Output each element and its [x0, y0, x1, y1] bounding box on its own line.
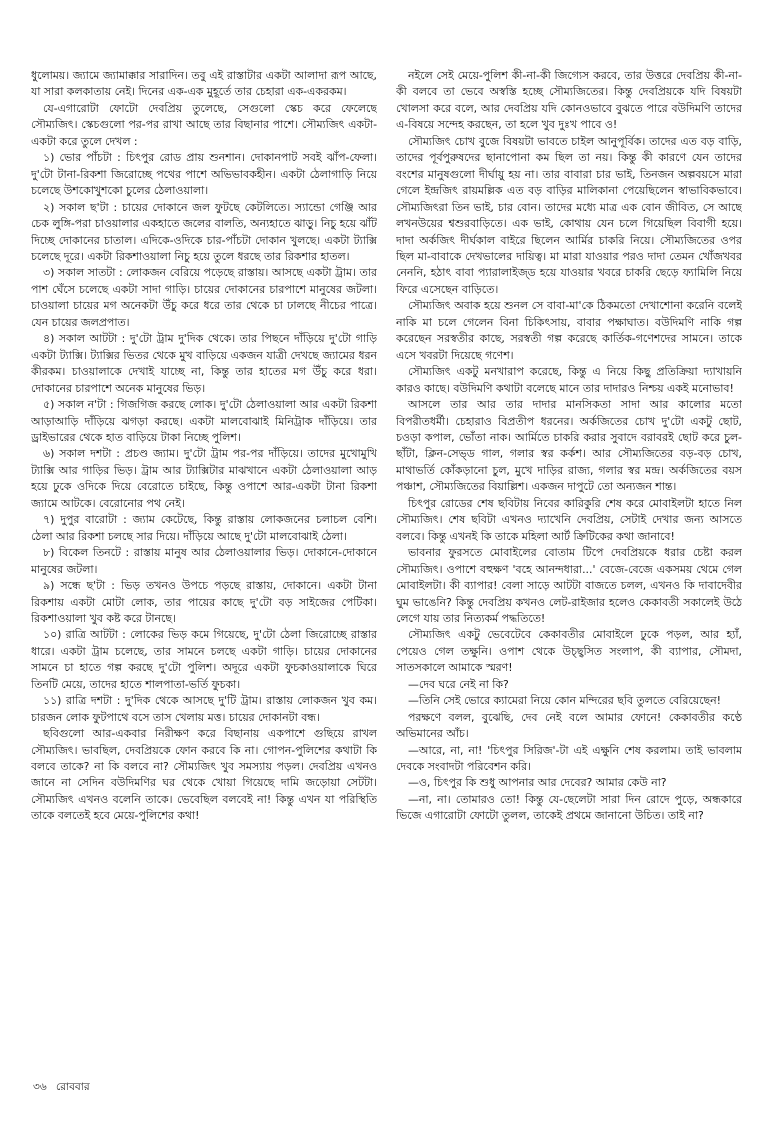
paragraph: নইলে সেই মেয়ে-পুলিশ কী-না-কী জিগ্যেস করবে, তার উত্তরে দেবপ্রিয় কী-না-কী বলবে তা ভেবে অস্বস্তি হচ্ছে সৌম্যজিতের। কিন্তু দেবপ্রিয়কে যদি বিষয়টা খোলসা করে বলে, আর দেবপ্রিয় যদি কোনওভাবে বুঝতে পারে বউদিমণি তাদের এ-বিষয়ে সন্দেহ করছেন, তা হলে খুব দুঃখ পাবে ও! [396, 69, 742, 132]
paragraph: সৌম্যজিৎ একটু মনখারাপ করেছে, কিন্তু এ নিয়ে কিছু প্রতিক্রিয়া দ্যাখায়নি কারও কাছে। বউদিমণি কথাটা বলেছে মানে তার দাদারও নিশ্চয় একই মনোভাব! [396, 365, 742, 395]
paragraph: ১০) রাত্রি আটটা : লোকের ভিড় কমে গিয়েছে, দু'টো ঠেলা জিরোচ্ছে রাস্তার ধারে। একটা ট্রাম চলেছে, তার সামনে চলছে একটা গাড়ি। চায়ের দোকানের সামনে চা হাতে গল্প করছে দু'টো পুলিশ। অদূরে একটা ফুচকাওয়ালাকে ঘিরে তিনটি মেয়ে, তাদের হাতে শালপাতা-ভর্তি ফুচকা। [31, 628, 377, 691]
paragraph: ৮) বিকেল তিনটে : রাস্তায় মানুষ আর ঠেলাওয়ালার ভিড়। দোকানে-দোকানে মানুষের জটলা। [31, 546, 377, 576]
paragraph: —দেব ঘরে নেই না কি? [408, 677, 509, 691]
paragraph: —আরে, না, না! 'চিৎপুর সিরিজ'-টা এই এক্ষুনি শেষ করলাম। তাই ভাবলাম দেবকে সংবাদটা পরিবেশন করি। [396, 743, 742, 774]
paragraph: —তিনি সেই ভোরে ক্যামেরা নিয়ে কোন মন্দিরের ছবি তুলতে বেরিয়েছেন! [408, 694, 721, 708]
paragraph: ৫) সকাল ন'টা : গিজগিজ করছে লোক। দু'টো ঠেলাওয়ালা আর একটা রিকশা আড়াআড়ি দাঁড়িয়ে ঝগড়া করছে। একটা মালবোঝাই মিনিট্রাক দাঁড়িয়ে। তার ড্রাইভারের থেকে হাত বাড়িয়ে টাকা নিচ্ছে পুলিশ। [31, 398, 377, 444]
paragraph: সৌম্যজিৎ চোখ বুজে বিষয়টা ভাবতে চাইল আনুপূর্বিক। তাদের এত বড় বাড়ি, তাদের পূর্বপুরুষদের ছানাপোনা কম ছিল তা নয়। কিন্তু কী কারণে যেন তাদের বংশের মানুষগুলো দীর্ঘায়ু হয় না। তার বাবারা চার ভাই, তিনজন অল্পবয়সে মারা গেলে ইন্দ্রজিৎ রায়মল্লিক এত বড় বাড়ির মালিকানা পেয়েছিলেন স্বাভাবিকভাবে। সৌম্যজিৎরা তিন ভাই, চার বোন। তাদের মধ্যে মাত্র এক বোন জীবিত, সে আছে লখনউয়ের শ্বশুরবাড়িতে। এক ভাই, কোথায় যেন চলে গিয়েছিল বিবাগী হয়ে। দাদা অর্কজিৎ দীর্ঘকাল বাইরে ছিলেন আর্মির চাকরি নিয়ে। সৌম্যজিতের ওপর ছিল মা-বাবাকে দেখভালের দায়িত্ব। মা মারা যাওয়ার পরও দাদা তেমন খোঁজখবর নেননি, হঠাৎ বাবা প্যারালাইজ্ড হয়ে যাওয়ার খবরে চাকরি ছেড়ে ফ্যামিলি নিয়ে ফিরে এসেছেন বাড়িতে। [396, 134, 742, 296]
paragraph: ১১) রাত্রি দশটা : দু'দিক থেকে আসছে দু'টি ট্রাম। রাস্তায় লোকজন খুব কম। চারজন লোক ফুটপাথে বসে তাস খেলায় মত্ত। চায়ের দোকানটা বন্ধ। [31, 694, 377, 724]
paragraph: যে-এগারোটা ফোটো দেবপ্রিয় তুলেছে, সেগুলো স্কেচ করে ফেলেছে সৌম্যজিৎ। স্কেচগুলো পর-পর রাখা আছে তার বিছানার পাশে। সৌম্যজিৎ একটা-একটা করে তুলে দেখল : [31, 101, 377, 148]
paragraph: —না, না। তোমারও তো! কিন্তু যে-ছেলেটা সারা দিন রোদে পুড়ে, অন্ধকারে ভিজে এগারোটা ফোটো তুলল, তাকেই প্রথমে জানানো উচিত। তাই না? [396, 792, 742, 823]
paragraph: ছবিগুলো আর-একবার নিরীক্ষণ করে বিছানায় একপাশে গুছিয়ে রাখল সৌম্যজিৎ। ভাবছিল, দেবপ্রিয়কে ফোন করবে কি না। গোপন-পুলিশের কথাটা কি বলবে তাকে? না কি বলবে না? সৌম্যজিৎ খুব সমস্যায় পড়ল। দেবপ্রিয় এখনও জানে না সেদিন বউদিমণির ঘর থেকে খোয়া গিয়েছে দামি জড়োয়া সেটটা। সৌম্যজিৎ এখনও বলেনি তাকে। ভেবেছিল বলবেই না! কিন্তু এখন যা পরিস্থিতি তাকে বলতেই হবে মেয়ে-পুলিশের কথা! [31, 727, 377, 823]
page-footer [33, 1080, 96, 1097]
paragraph: ১) ভোর পাঁচটা : চিৎপুর রোড প্রায় শুনশান। দোকানপাট সবই ঝাঁপ-ফেলা। দু'টো টানা-রিকশা জিরোচ্ছে পথের পাশে অভিভাবকহীন। একটা ঠেলাগাড়ি নিয়ে চলেছে উশকোখুশকো চুলের ঠেলাওয়ালা। [31, 151, 377, 198]
paragraph: সৌম্যজিৎ একটু ভেবেটেবে কেকাবতীর মোবাইলে ঢুকে পড়ল, আর হ্যাঁ, পেয়েও গেল তক্ষুনি। ওপাশ থেকে উচ্ছ্বসিত সংলাপ, কী ব্যাপার, সৌমদা, সাতসকালে আমাকে স্মরণ! [396, 628, 742, 675]
paragraph: পরক্ষণে বলল, বুঝেছি, দেব নেই বলে আমার ফোনে! কেকাবতীর কণ্ঠে অভিমানের আঁচ। [396, 710, 742, 741]
page-number: ৩৬ [33, 1081, 47, 1093]
paragraph: ৬) সকাল দশটা : প্রচণ্ড জ্যাম। দু'টো ট্রাম পর-পর দাঁড়িয়ে। তাদের মুখোমুখি ট্যাক্সি আর গাড়ির ভিড়। ট্রাম আর ট্যাক্সিটার মাঝখানে একটা ঠেলাওয়ালা আড় হয়ে ঢুকে ওদিকে দিয়ে বেরোতে চাইছে, কিন্তু ওপাশে আর-একটা টানা রিকশা জ্যামে আটকে। বেরোনোর পথ নেই। [31, 447, 377, 510]
paragraph: ৭) দুপুর বারোটা : জ্যাম কেটেছে, কিন্তু রাস্তায় লোকজনের চলাচল বেশি। ঠেলা আর রিকশা চলছে সার দিয়ে। দাঁড়িয়ে আছে দু'টো মালবোঝাই ঠেলা। [31, 513, 377, 543]
paragraph: ধুলোময়। জ্যামে জ্যামাক্কার সারাদিন। তবু এই রাস্তাটার একটা আলাদা রূপ আছে, যা সারা কলকাতায় নেই। দিনের এক-এক মুহূর্তে তার চেহারা এক-একরকম। [31, 69, 377, 99]
paragraph: ৯) সন্ধে ছ'টা : ভিড় তখনও উপচে পড়ছে রাস্তায়, দোকানে। একটা টানা রিকশায় একটা মোটা লোক, তার পায়ের কাছে দু'টো বড় সাইজের পেটিকা। রিকশাওয়ালা খুব কষ্ট করে টানছে। [31, 579, 377, 625]
paragraph: ২) সকাল ছ'টা : চায়ের দোকানে জল ফুটছে কেটলিতে। স্যান্ডো গেঞ্জি আর চেক লুঙ্গি-পরা চাওয়ালার একহাতে জলের বালতি, অন্যহাতে ঝাড়ু। নিচু হয়ে ঝাঁট দিচ্ছে দোকানের চাতাল। এদিকে-ওদিকে চার-পাঁচটা দোকান খুলছে। একটা ট্যাক্সি চলেছে দূরে। একটা রিকশাওয়ালা নিচু হয়ে তুলে ধরছে তার রিকশার হাতল। [31, 200, 377, 263]
paragraph: আসলে তার আর তার দাদার মানসিকতা সাদা আর কালোর মতো বিপরীতধর্মী। চেহারাও বিপ্রতীপ ধরনের। অর্কজিতের চোখ দু'টো একটু ছোট, চওড়া কপাল, ভোঁতা নাক। আর্মিতে চাকরি করার সুবাদে বরাবরই ছোট করে চুল-ছাঁটা, ক্লিন-সেভ্ড গাল, গলার স্বর কর্কশ। আর সৌম্যজিতের বড়-বড় চোখ, মাথাভর্তি কোঁকড়ানো চুল, মুখে দাড়ির রাজ্য, গলার স্বর মন্দ্র। অর্কজিতের বয়স পঞ্চাশ, সৌম্যজিতের বিয়াল্লিশ। একজন দাপুটে তো অন্যজন শান্ত। [396, 398, 742, 494]
paragraph: সৌম্যজিৎ অবাক হয়ে শুনল সে বাবা-মা'কে ঠিকমতো দেখাশোনা করেনি বলেই নাকি মা চলে গেলেন বিনা চিকিৎসায়, বাবার পক্ষাঘাত। বউদিমণি নাকি গল্প করেছেন সরস্বতীর কাছে, সরস্বতী গল্প করেছে কার্তিক-গণেশদের সামনে। তাকে এসে খবরটা দিয়েছে গণেশ। [396, 299, 742, 362]
text-column-left [31, 68, 377, 1073]
paragraph: চিৎপুর রোডের শেষ ছবিটায় নিবের কারিকুরি শেষ করে মোবাইলটা হাতে নিল সৌম্যজিৎ। শেষ ছবিটা এখনও দ্যাখেনি দেবপ্রিয়, সেটাই দেখার জন্য আসতে বলবে। কিন্তু এখনই কি তাকে মহিলা আর্ট ক্রিটিকের কথা জানাবে! [396, 496, 742, 543]
paragraph: ৪) সকাল আটটা : দু'টো ট্রাম দু'দিক থেকে। তার পিছনে দাঁড়িয়ে দু'টো গাড়ি একটা ট্যাক্সি। ট্যাক্সির ভিতর থেকে মুখ বাড়িয়ে একজন যাত্রী দেখছে জ্যামের ধরন কীরকম। চাওয়ালাকে দেখাই যাচ্ছে না, কিন্তু তার হাতের মগ উঁচু করে ধরা। দোকানের চারপাশে অনেক মানুষের ভিড়। [31, 332, 377, 395]
magazine-name: রোববার [56, 1081, 90, 1093]
paragraph: ৩) সকাল সাতটা : লোকজন বেরিয়ে পড়েছে রাস্তায়। আসছে একটা ট্রাম। তার পাশ ঘেঁসে চলেছে একটা সাদা গাড়ি। চায়ের দোকানের চারপাশে মানুষের জটলা। চাওয়ালা চায়ের মগ অনেকটা উঁচু করে ধরে তার থেকে চা ঢালছে নীচের পাত্রে। যেন চায়ের জলপ্রপাত। [31, 266, 377, 329]
text-column-right [396, 68, 742, 1073]
paragraph: ভাবনার ফুরসতে মোবাইলের বোতাম টিপে দেবপ্রিয়কে ধরার চেষ্টা করল সৌম্যজিৎ। ওপাশে বহুক্ষণ 'বহে আনন্দধারা...' বেজে-বেজে একসময় থেমে গেল মোবাইলটা। কী ব্যাপার! বেলা সাড়ে আটটা বাজতে চলল, এখনও কি দাবাদেবীর ঘুম ভাঙেনি? কিন্তু দেবপ্রিয় কখনও লেট-রাইজার হলেও কেকাবতী সকালেই উঠে লেগে যায় তার নিত্যকর্ম পদ্ধতিতে! [396, 546, 742, 625]
paragraph: —ও, চিৎপুর কি শুধু আপনার আর দেবের? আমার কেউ না? [408, 776, 667, 790]
